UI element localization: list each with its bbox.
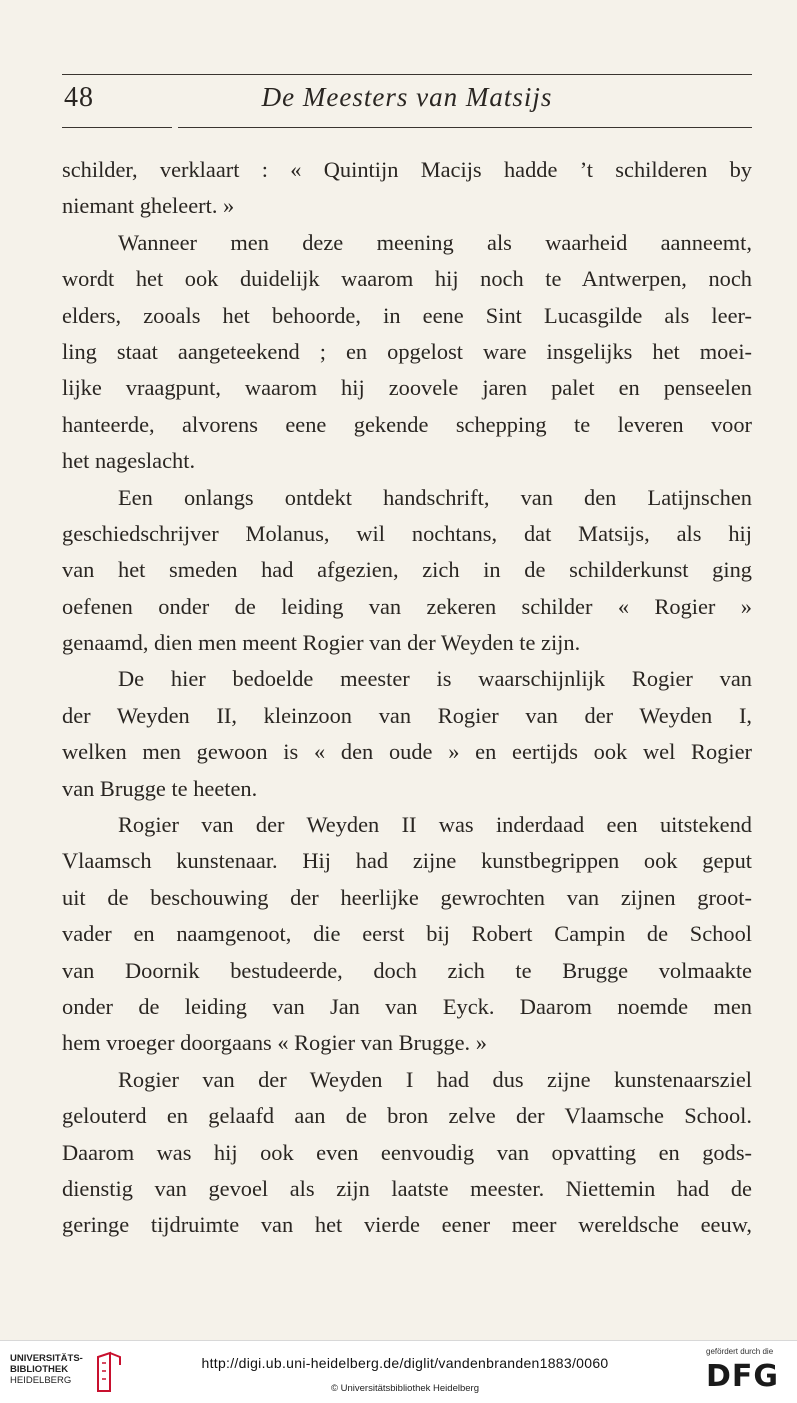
page-number: 48 [64,82,94,113]
text-line: Wanneer men deze meening als waarheid aanneemt, [118,229,752,255]
header-rule-top [62,74,752,75]
library-mark-icon [88,1351,128,1395]
text-line: Daarom was hij ook even eenvoudig van opvatting en gods- [62,1139,752,1165]
text-line: Rogier van der Weyden I had dus zijne kunstenaarsziel [118,1066,752,1092]
dfg-funding-block[interactable] [700,1347,790,1399]
copyright-notice: © Universitätsbibliothek Heidelberg [331,1383,479,1394]
text-line: niemant gheleert. » [62,193,235,219]
viewer-footer [0,1340,797,1403]
text-line: elders, zooals het behoorde, in eene Sint Lucasgilde als leer- [62,302,752,328]
body-text [62,152,752,1244]
text-line: oefenen onder de leiding van zekeren schilder « Rogier » [62,593,752,619]
text-line: genaamd, dien men meent Rogier van der Weyden te zijn. [62,630,581,656]
text-line: vader en naamgenoot, die eerst bij Robert Campin de School [62,921,752,947]
text-line: welken men gewoon is « den oude » en eertijds ook wel Rogier [62,739,752,765]
text-line: Een onlangs ontdekt handschrift, van den Latijnschen [118,484,752,510]
text-line: hem vroeger doorgaans « Rogier van Brugge. » [62,1030,487,1056]
library-name-line3: HEIDELBERG [10,1375,72,1386]
text-line: der Weyden II, kleinzoon van Rogier van der Weyden I, [62,702,752,728]
text-line: Vlaamsch kunstenaar. Hij had zijne kunstbegrippen ook geput [62,848,752,874]
text-line: van Brugge te heeten. [62,775,258,801]
dfg-logo: DFG [706,1359,780,1394]
text-line: gelouterd en gelaafd aan de bron zelve der Vlaamsche School. [62,1103,752,1129]
text-line: dienstig van gevoel als zijn laatste meester. Niettemin had de [62,1175,752,1201]
text-line: lijke vraagpunt, waarom hij zoovele jaren palet en penseelen [62,375,752,401]
page-header [62,82,752,122]
text-line: het nageslacht. [62,448,196,474]
library-name-line1: UNIVERSITÄTS- [10,1353,83,1364]
text-line: geringe tijdruimte van het vierde eener meer wereldsche eeuw, [62,1212,752,1238]
header-rule-bottom-right [178,127,752,128]
header-rule-bottom-left [62,127,172,128]
text-line: van Doornik bestudeerde, doch zich te Brugge volmaakte [62,957,752,983]
text-line: De hier bedoelde meester is waarschijnlijk Rogier van [118,666,752,692]
text-line: onder de leiding van Jan van Eyck. Daarom noemde men [62,993,752,1019]
text-line: uit de beschouwing der heerlijke gewrochten van zijnen groot- [62,884,752,910]
dfg-caption: gefördert durch die [706,1347,774,1356]
text-line: hanteerde, alvorens eene gekende schepping te leveren voor [62,411,752,437]
text-line: wordt het ook duidelijk waarom hij noch te Antwerpen, noch [62,266,752,292]
permalink-url[interactable]: http://digi.ub.uni-heidelberg.de/diglit/vandenbranden1883/0060 [201,1355,609,1371]
text-line: schilder, verklaart : « Quintijn Macijs hadde ’t schilderen by [62,157,752,182]
library-name-line2: BIBLIOTHEK [10,1364,69,1375]
text-line: Rogier van der Weyden II was inderdaad een uitstekend [118,812,752,838]
text-line: geschiedschrijver Molanus, wil nochtans, dat Matsijs, als hij [62,520,752,546]
running-title: De Meesters van Matsijs [261,82,553,112]
text-line: van het smeden had afgezien, zich in de schilderkunst ging [62,557,752,583]
text-line: ling staat aangeteekend ; en opgelost ware insgelijks het moei- [62,338,752,364]
university-library-logo[interactable] [10,1351,160,1395]
